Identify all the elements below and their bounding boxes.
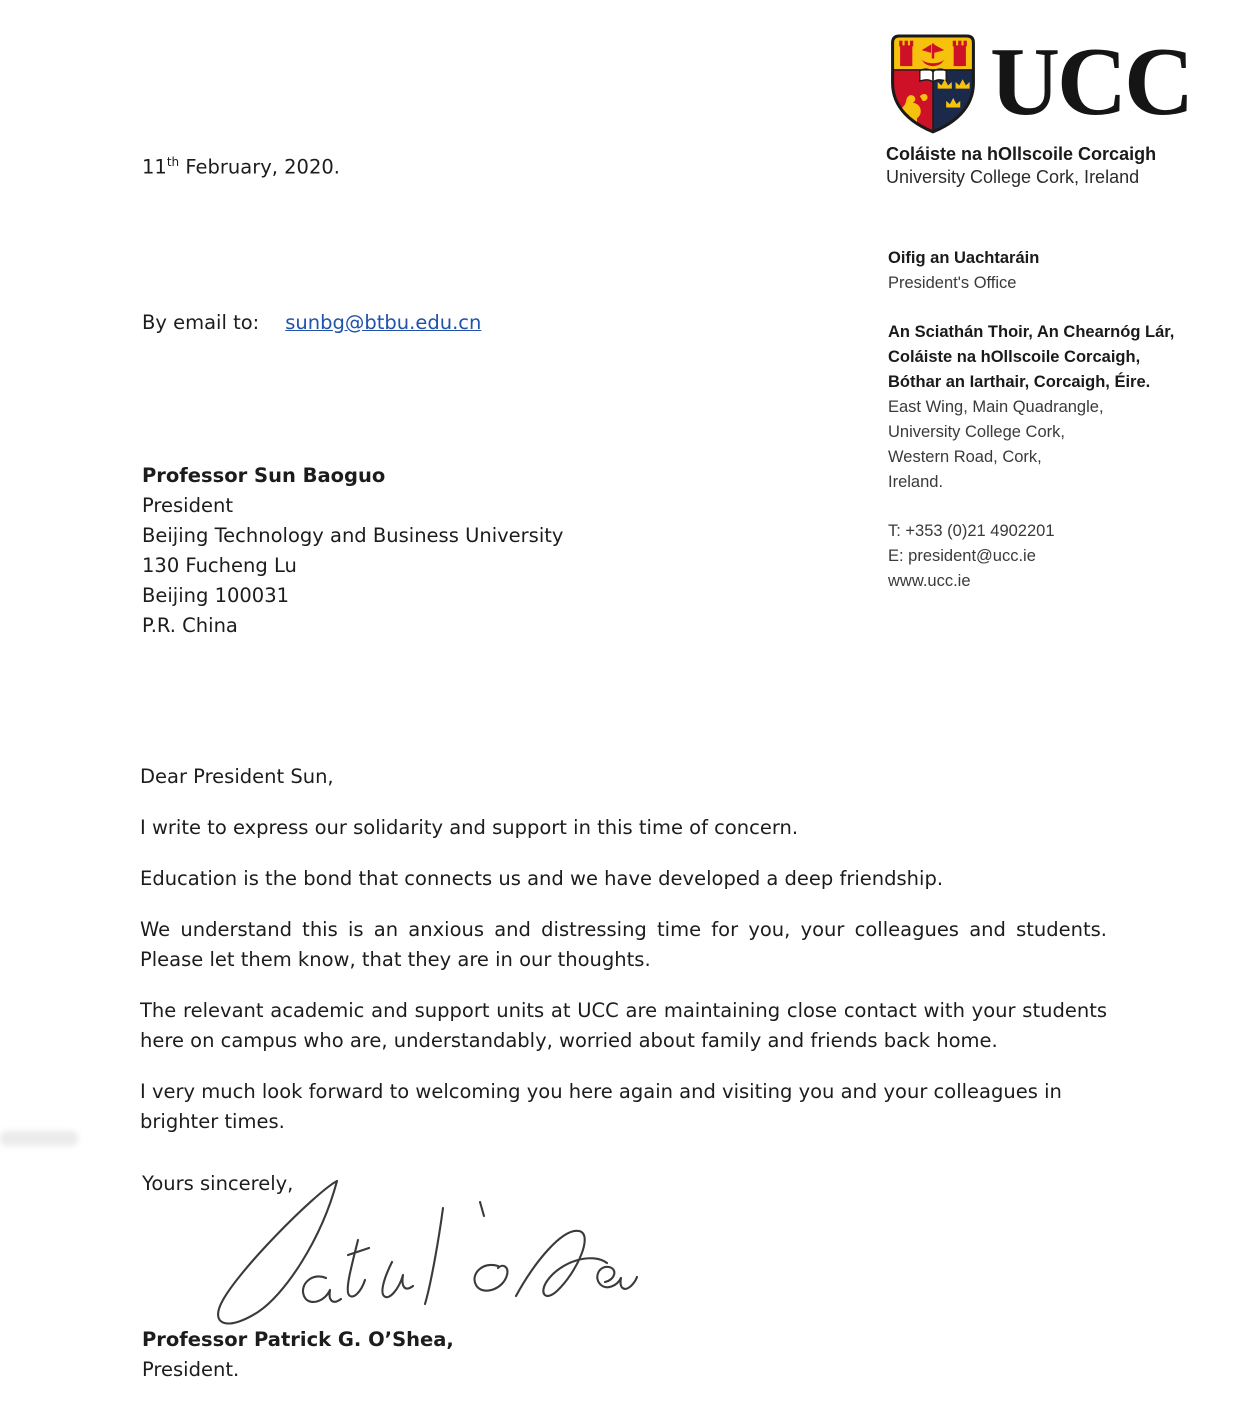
recipient-city: Beijing 100031 bbox=[142, 584, 290, 607]
sender-address-block bbox=[888, 320, 1218, 495]
paragraph: I very much look forward to welcoming you here again and visiting you and your colleagues in brighter times. bbox=[140, 1080, 1062, 1133]
office-name-irish: Oifig an Uachtaráin bbox=[888, 249, 1040, 267]
ucc-wordmark: UCC bbox=[990, 28, 1192, 135]
address-english-line: University College Cork, bbox=[888, 423, 1065, 441]
ucc-crest-icon bbox=[886, 30, 980, 136]
contact-block bbox=[888, 519, 1218, 594]
date-ordinal-suffix: th bbox=[166, 155, 180, 169]
signature-block bbox=[142, 1325, 454, 1385]
university-names bbox=[886, 143, 1156, 189]
ucc-logo bbox=[886, 30, 1191, 136]
website-line: www.ucc.ie bbox=[888, 572, 971, 590]
recipient-country: P.R. China bbox=[142, 614, 238, 637]
recipient-name: Professor Sun Baoguo bbox=[142, 464, 386, 487]
university-name-irish: Coláiste na hOllscoile Corcaigh bbox=[886, 144, 1157, 164]
email-contact-line: E: president@ucc.ie bbox=[888, 547, 1036, 565]
address-english-line: Western Road, Cork, bbox=[888, 448, 1042, 466]
sender-sidebar bbox=[888, 246, 1218, 618]
recipient-title: President bbox=[142, 494, 233, 517]
email-label: By email to: bbox=[142, 311, 260, 334]
email-line bbox=[142, 311, 481, 334]
university-name-english: University College Cork, Ireland bbox=[886, 167, 1140, 187]
address-irish-line: Bóthar an Iarthair, Corcaigh, Éire. bbox=[888, 373, 1151, 391]
scan-artifact bbox=[0, 1131, 78, 1146]
signatory-name: Professor Patrick G. O’Shea, bbox=[142, 1328, 454, 1351]
recipient-address-block bbox=[142, 461, 563, 641]
recipient-email-link[interactable]: sunbg@btbu.edu.cn bbox=[285, 311, 482, 334]
paragraph: I write to express our solidarity and support in this time of concern. bbox=[140, 816, 799, 839]
signature-handwriting bbox=[196, 1178, 666, 1338]
paragraph: The relevant academic and support units at UCC are maintaining close contact with your students here on campus who are, understandably, worried about family and friends back home. bbox=[140, 999, 1114, 1052]
paragraph: Education is the bond that connects us and we have developed a deep friendship. bbox=[140, 867, 944, 890]
salutation: Dear President Sun, bbox=[140, 765, 334, 788]
phone-line: T: +353 (0)21 4902201 bbox=[888, 522, 1055, 540]
paragraph: We understand this is an anxious and distressing time for you, your colleagues and students. Please let them know, that they are in our thoughts. bbox=[140, 918, 1120, 971]
office-block bbox=[888, 246, 1218, 296]
recipient-university: Beijing Technology and Business University bbox=[142, 524, 564, 547]
letter-body bbox=[140, 762, 1120, 1158]
signatory-title: President. bbox=[142, 1358, 240, 1381]
office-name-english: President's Office bbox=[888, 274, 1017, 292]
valediction: Yours sincerely, bbox=[142, 1172, 294, 1195]
address-irish-line: Coláiste na hOllscoile Corcaigh, bbox=[888, 348, 1141, 366]
address-english-line: East Wing, Main Quadrangle, bbox=[888, 398, 1104, 416]
address-english-line: Ireland. bbox=[888, 473, 944, 491]
address-irish-line: An Sciathán Thoir, An Chearnóg Lár, bbox=[888, 323, 1175, 341]
letter-date: 11th February, 2020. bbox=[142, 155, 340, 179]
recipient-street: 130 Fucheng Lu bbox=[142, 554, 297, 577]
